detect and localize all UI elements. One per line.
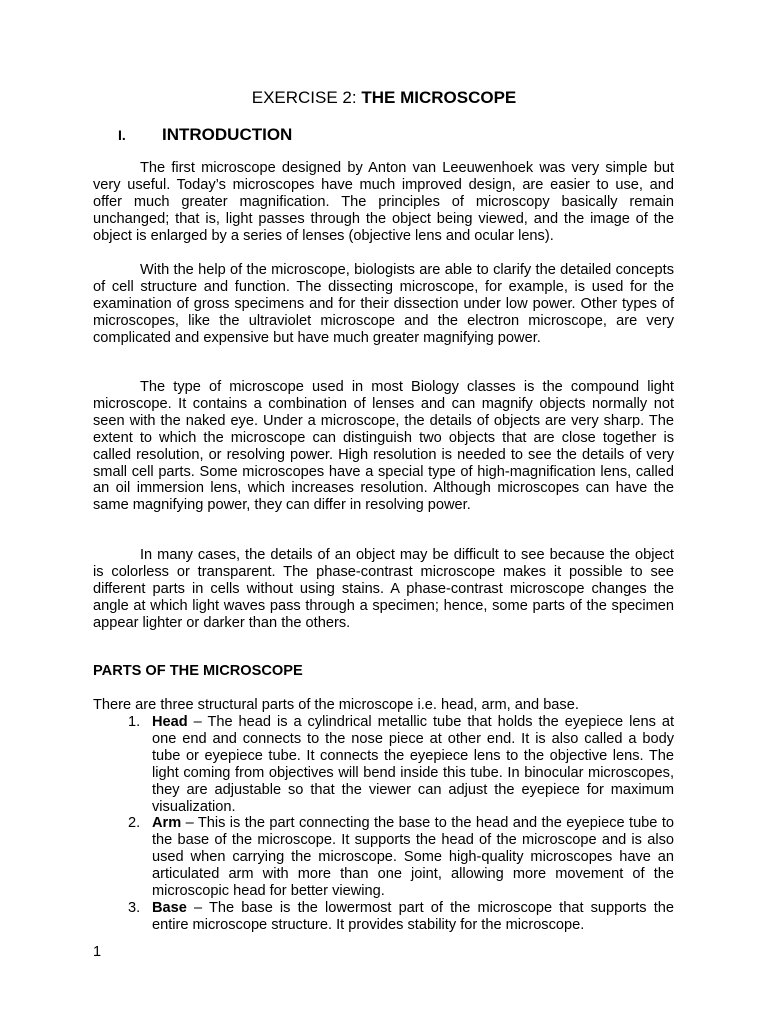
paragraph-text: With the help of the microscope, biologists are able to clarify the detailed concepts of cell structure and function. The dissecting microscope, for example, is used for the examination of gross specimens and for their dissection under low power. Other types of microscopes, like the ultraviolet microscope and the electron microscope, are very complicated and expensive but have much greater magnifying power.	[93, 262, 674, 346]
intro-paragraph-4	[93, 547, 674, 632]
intro-paragraph-2	[93, 262, 674, 347]
list-item-text: – The base is the lowermost part of the microscope that supports the entire microscope structure. It provides stability for the microscope.	[152, 899, 674, 933]
section-title: INTRODUCTION	[162, 125, 293, 144]
title-main: THE MICROSCOPE	[361, 88, 517, 107]
list-item-term: Base	[152, 899, 187, 916]
list-item-text: – This is the part connecting the base to the head and the eyepiece tube to the base of the microscope. It supports the head of the microscope and is also used when carrying the microscope. Some high-quality microscopes have an articulated arm with more than one joint, allowing more movement of the microscopic head for better viewing.	[152, 815, 674, 900]
list-marker: 3.	[128, 899, 141, 916]
list-item-text: – The head is a cylindrical metallic tube that holds the eyepiece lens at one end and connects to the nose piece at other end. It is also called a body tube or eyepiece tube. It connects the eyepiece lens to the objective lens. The light coming from objectives will bend inside this tube. In binocular microscopes, they are adjustable so that the viewer can adjust the eyepiece for maximum visualization.	[152, 714, 674, 815]
paragraph-text: The first microscope designed by Anton van Leeuwenhoek was very simple but very useful. Today’s microscopes have much improved design, are easier to use, and offer much greater magnification. The principles of microscopy basically remain unchanged; that is, light passes through the object being viewed, and the image of the object is enlarged by a series of lenses (objective lens and ocular lens).	[93, 160, 674, 244]
section-heading	[118, 125, 292, 145]
title-prefix: EXERCISE 2:	[251, 88, 362, 107]
list-marker: 1.	[128, 714, 141, 730]
parts-intro: There are three structural parts of the microscope i.e. head, arm, and base.	[93, 697, 579, 713]
list-item-term: Head	[152, 714, 188, 730]
list-item	[93, 714, 674, 815]
parts-heading: PARTS OF THE MICROSCOPE	[93, 663, 303, 679]
paragraph-text: In many cases, the details of an object may be difficult to see because the object is colorless or transparent. The phase-contrast microscope makes it possible to see different parts in cells without using stains. A phase-contrast microscope changes the angle at which light waves pass through a specimen; hence, some parts of the specimen appear lighter or darker than the others.	[93, 547, 674, 631]
list-item-term: Arm	[152, 815, 182, 832]
parts-list	[93, 714, 674, 934]
list-item	[93, 900, 674, 934]
page-number: 1	[93, 944, 102, 960]
section-number: I.	[118, 127, 126, 143]
intro-paragraph-1	[93, 160, 674, 245]
list-marker: 2.	[128, 815, 141, 832]
intro-paragraph-3	[93, 379, 674, 514]
list-item	[93, 815, 674, 900]
paragraph-text: The type of microscope used in most Biology classes is the compound light microscope. It contains a combination of lenses and can magnify objects normally not seen with the naked eye. Under a microscope, the details of objects are very sharp. The extent to which the microscope can distinguish two objects that are close together is called resolution, or resolving power. High resolution is needed to see the details of very small cell parts. Some microscopes have a special type of high-magnification lens, called an oil immersion lens, which increases resolution. Although microscopes can have the same magnifying power, they can differ in resolving power.	[93, 379, 674, 514]
page-title	[0, 88, 768, 108]
